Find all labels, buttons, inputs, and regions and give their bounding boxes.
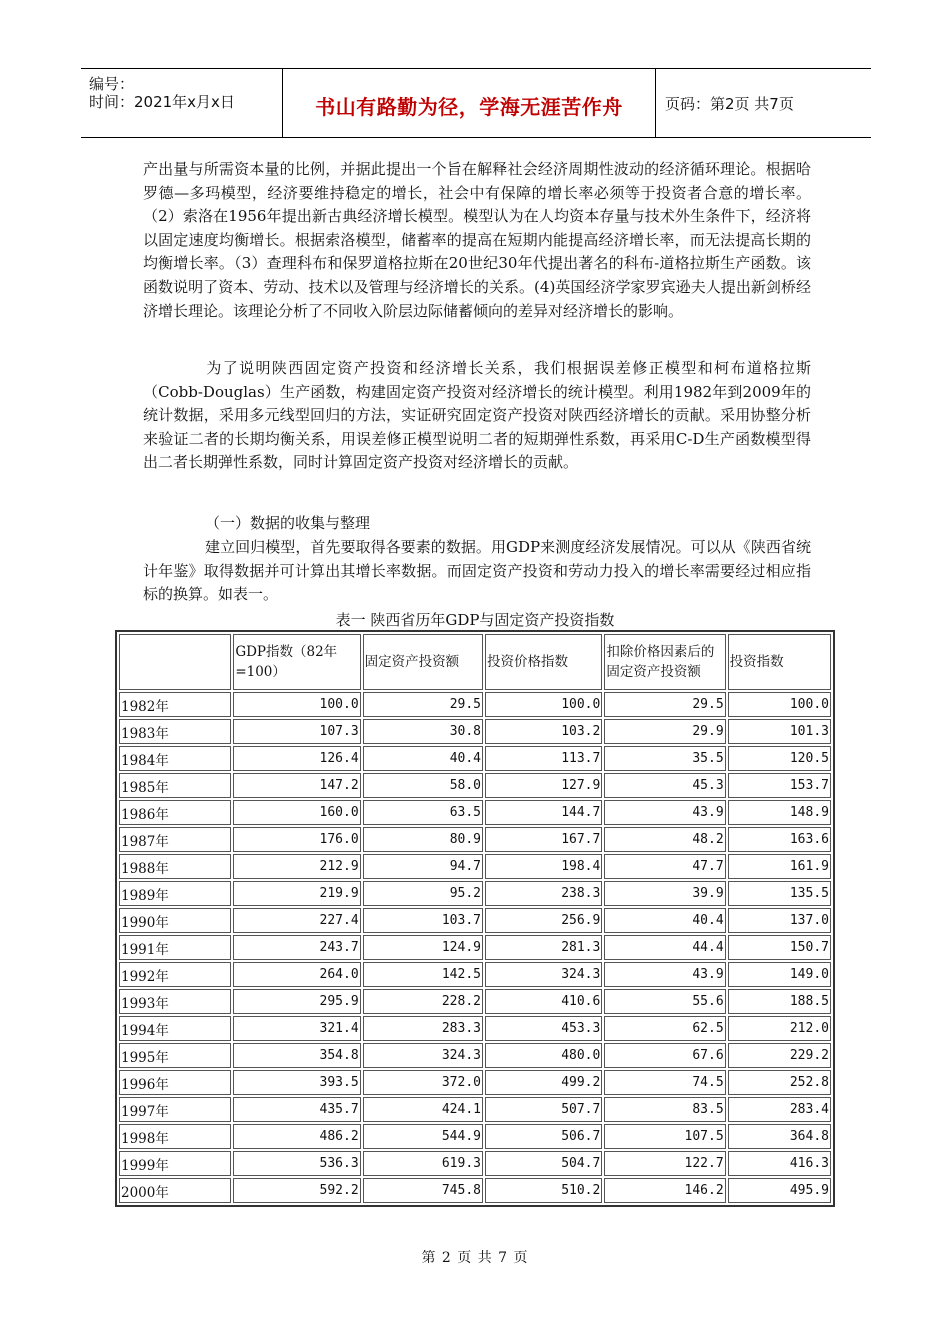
table-value-cell: 536.3 [233,1151,360,1176]
table-value-cell: 146.2 [604,1178,725,1203]
table-value-cell: 324.3 [363,1043,483,1068]
table-value-cell: 281.3 [485,935,602,960]
table-value-cell: 101.3 [728,719,831,744]
table-year-cell: 1996年 [119,1070,231,1095]
table-value-cell: 47.7 [604,854,725,879]
page-footer: 第 2 页 共 7 页 [421,1250,529,1266]
table-value-cell: 43.9 [604,800,725,825]
table-value-cell: 100.0 [728,692,831,717]
data-table-frame [115,630,835,1207]
table-header-cell [119,634,231,690]
table-value-cell: 321.4 [233,1016,360,1041]
table-row [119,1178,831,1203]
table-value-cell: 229.2 [728,1043,831,1068]
body-paragraph-2 [143,357,811,475]
gdp-investment-table [117,632,833,1205]
table-row [119,1124,831,1149]
table-value-cell: 544.9 [363,1124,483,1149]
table-value-cell: 40.4 [604,908,725,933]
table-value-cell: 39.9 [604,881,725,906]
table-value-cell: 256.9 [485,908,602,933]
table-year-cell: 1984年 [119,746,231,771]
table-value-cell: 372.0 [363,1070,483,1095]
table-value-cell: 243.7 [233,935,360,960]
table-value-cell: 29.9 [604,719,725,744]
table-year-cell: 1990年 [119,908,231,933]
table-header-row [119,634,831,690]
header-motto: 书山有路勤为径，学海无涯苦作舟 [315,95,623,119]
table-value-cell: 745.8 [363,1178,483,1203]
table-value-cell: 176.0 [233,827,360,852]
table-value-cell: 510.2 [485,1178,602,1203]
body-paragraph-1: 产出量与所需资本量的比例，并据此提出一个旨在解释社会经济周期性波动的经济循环理论。根据哈罗德—多玛模型，经济要维持稳定的增长，社会中有保障的增长率必须等于投资者合意的增长率。（2）索洛在1956年提出新古典经济增长模型。模型认为在人均资本存量与技术外生条件下，经济将以固定速度均衡增长。根据索洛模型，储蓄率的提高在短期内能提高经济增长率，而无法提高长期的均衡增长率。（3）查理科布和保罗道格拉斯在20世纪30年代提出著名的科布-道格拉斯生产函数。该函数说明了资本、劳动、技术以及管理与经济增长的关系。(4)英国经济学家罗宾逊夫人提出新剑桥经济增长理论。该理论分析了不同收入阶层边际储蓄倾向的差异对经济增长的影响。 [143,160,811,320]
header-meta-cell [81,69,281,137]
table-row [119,989,831,1014]
table-value-cell: 103.7 [363,908,483,933]
table-value-cell: 55.6 [604,989,725,1014]
body-paragraph-2-text: 为了说明陕西固定资产投资和经济增长关系，我们根据误差修正模型和柯布道格拉斯（Cobb-Douglas）生产函数，构建固定资产投资对经济增长的统计模型。利用1982年到2009年的统计数据，采用多元线型回归的方法，实证研究固定资产投资对陕西经济增长的贡献。采用协整分析来验证二者的长期均衡关系，用误差修正模型说明二者的短期弹性系数，再采用C-D生产函数模型得出二者长期弹性系数，同时计算固定资产投资对经济增长的贡献。 [143,359,811,472]
table-value-cell: 160.0 [233,800,360,825]
table-value-cell: 283.3 [363,1016,483,1041]
table-row [119,962,831,987]
table-value-cell: 95.2 [363,881,483,906]
table-caption: 表一 陕西省历年GDP与固定资产投资指数 [335,611,615,629]
table-value-cell: 354.8 [233,1043,360,1068]
table-value-cell: 435.7 [233,1097,360,1122]
table-value-cell: 480.0 [485,1043,602,1068]
table-year-cell: 1988年 [119,854,231,879]
table-row [119,827,831,852]
table-year-cell: 1985年 [119,773,231,798]
table-value-cell: 486.2 [233,1124,360,1149]
table-row [119,1151,831,1176]
document-time-label: 时间：2021年x月x日 [89,93,235,111]
table-year-cell: 1992年 [119,962,231,987]
table-row [119,1097,831,1122]
table-year-cell: 2000年 [119,1178,231,1203]
table-value-cell: 45.3 [604,773,725,798]
table-value-cell: 58.0 [363,773,483,798]
table-header-cell: 固定资产投资额 [363,634,483,690]
table-value-cell: 63.5 [363,800,483,825]
document-number-label: 编号： [89,75,135,93]
table-value-cell: 74.5 [604,1070,725,1095]
body-paragraph-3 [143,536,811,607]
table-value-cell: 227.4 [233,908,360,933]
table-value-cell: 163.6 [728,827,831,852]
table-value-cell: 150.7 [728,935,831,960]
table-year-cell: 1987年 [119,827,231,852]
table-value-cell: 124.9 [363,935,483,960]
header-page-number: 页码：第2页 共7页 [665,95,794,113]
table-value-cell: 212.9 [233,854,360,879]
header-motto-cell [282,69,656,137]
table-header-cell: GDP指数（82年=100） [233,634,360,690]
table-value-cell: 147.2 [233,773,360,798]
table-row [119,854,831,879]
table-value-cell: 127.9 [485,773,602,798]
table-year-cell: 1989年 [119,881,231,906]
table-year-cell: 1993年 [119,989,231,1014]
table-year-cell: 1983年 [119,719,231,744]
table-value-cell: 107.5 [604,1124,725,1149]
table-value-cell: 212.0 [728,1016,831,1041]
table-year-cell: 1991年 [119,935,231,960]
table-row [119,746,831,771]
table-value-cell: 149.0 [728,962,831,987]
table-row [119,800,831,825]
table-year-cell: 1994年 [119,1016,231,1041]
table-value-cell: 135.5 [728,881,831,906]
table-value-cell: 30.8 [363,719,483,744]
table-year-cell: 1997年 [119,1097,231,1122]
table-value-cell: 43.9 [604,962,725,987]
table-value-cell: 153.7 [728,773,831,798]
table-year-cell: 1986年 [119,800,231,825]
table-value-cell: 126.4 [233,746,360,771]
table-value-cell: 264.0 [233,962,360,987]
table-value-cell: 144.7 [485,800,602,825]
table-value-cell: 295.9 [233,989,360,1014]
table-value-cell: 122.7 [604,1151,725,1176]
body-paragraph-3-text: 建立回归模型，首先要取得各要素的数据。用GDP来测度经济发展情况。可以从《陕西省统计年鉴》取得数据并可计算出其增长率数据。而固定资产投资和劳动力投入的增长率需要经过相应指标的换算。如表一。 [143,538,811,604]
table-value-cell: 410.6 [485,989,602,1014]
table-value-cell: 504.7 [485,1151,602,1176]
table-value-cell: 393.5 [233,1070,360,1095]
table-value-cell: 228.2 [363,989,483,1014]
table-value-cell: 453.3 [485,1016,602,1041]
table-value-cell: 364.8 [728,1124,831,1149]
table-value-cell: 619.3 [363,1151,483,1176]
table-value-cell: 324.3 [485,962,602,987]
table-row [119,1016,831,1041]
table-value-cell: 48.2 [604,827,725,852]
table-value-cell: 283.4 [728,1097,831,1122]
table-year-cell: 1995年 [119,1043,231,1068]
table-row [119,1043,831,1068]
table-value-cell: 424.1 [363,1097,483,1122]
table-value-cell: 238.3 [485,881,602,906]
table-row [119,935,831,960]
table-value-cell: 44.4 [604,935,725,960]
table-value-cell: 40.4 [363,746,483,771]
table-row [119,1070,831,1095]
table-value-cell: 62.5 [604,1016,725,1041]
table-year-cell: 1999年 [119,1151,231,1176]
table-value-cell: 67.6 [604,1043,725,1068]
table-row [119,719,831,744]
table-value-cell: 495.9 [728,1178,831,1203]
table-value-cell: 113.7 [485,746,602,771]
table-value-cell: 29.5 [604,692,725,717]
table-year-cell: 1998年 [119,1124,231,1149]
page-header [81,68,871,138]
table-value-cell: 137.0 [728,908,831,933]
table-value-cell: 103.2 [485,719,602,744]
table-value-cell: 142.5 [363,962,483,987]
table-value-cell: 94.7 [363,854,483,879]
table-value-cell: 506.7 [485,1124,602,1149]
table-row [119,908,831,933]
table-header-cell: 投资价格指数 [485,634,602,690]
table-value-cell: 35.5 [604,746,725,771]
table-value-cell: 148.9 [728,800,831,825]
table-value-cell: 198.4 [485,854,602,879]
table-value-cell: 167.7 [485,827,602,852]
table-value-cell: 100.0 [485,692,602,717]
table-value-cell: 252.8 [728,1070,831,1095]
table-header-cell: 投资指数 [728,634,831,690]
table-row [119,692,831,717]
table-row [119,773,831,798]
table-value-cell: 83.5 [604,1097,725,1122]
table-value-cell: 219.9 [233,881,360,906]
table-value-cell: 416.3 [728,1151,831,1176]
table-value-cell: 107.3 [233,719,360,744]
table-year-cell: 1982年 [119,692,231,717]
table-value-cell: 100.0 [233,692,360,717]
table-body [119,692,831,1203]
table-value-cell: 29.5 [363,692,483,717]
table-value-cell: 499.2 [485,1070,602,1095]
section-heading: （一）数据的收集与整理 [205,514,371,532]
table-value-cell: 507.7 [485,1097,602,1122]
table-row [119,881,831,906]
table-value-cell: 188.5 [728,989,831,1014]
table-value-cell: 592.2 [233,1178,360,1203]
table-value-cell: 120.5 [728,746,831,771]
table-header-cell: 扣除价格因素后的固定资产投资额 [604,634,725,690]
table-value-cell: 161.9 [728,854,831,879]
table-value-cell: 80.9 [363,827,483,852]
